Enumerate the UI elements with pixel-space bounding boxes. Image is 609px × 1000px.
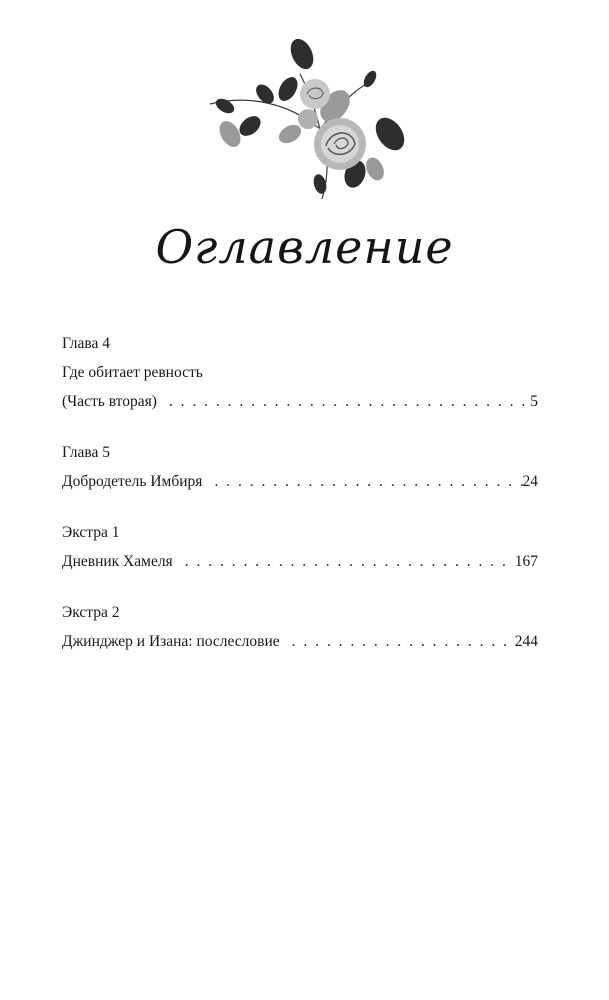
page-title: Оглавление	[155, 220, 454, 274]
toc-page-number: 244	[514, 633, 538, 650]
toc-entry-title-line: Где обитает ревность	[62, 364, 203, 381]
toc-entry	[62, 518, 538, 576]
toc-entry-title-row	[62, 467, 538, 496]
toc-entry	[62, 598, 538, 656]
dot-leader	[280, 627, 515, 656]
toc-entry-title: (Часть вторая)	[62, 393, 157, 410]
toc-page-number: 5	[530, 393, 538, 410]
dot-leader	[157, 387, 530, 416]
toc-entry-heading: Экстра 1	[62, 524, 120, 541]
toc-entry-title-row	[62, 387, 538, 416]
toc-entry	[62, 329, 538, 416]
toc-entry-title: Дневник Хамеля	[62, 553, 173, 570]
toc-entry-title: Добродетель Имбиря	[62, 473, 203, 490]
dot-leader	[202, 467, 522, 496]
toc-entry-heading: Экстра 2	[62, 604, 120, 621]
rose-bouquet-illustration	[190, 34, 430, 206]
toc-entry-title-row	[62, 547, 538, 576]
toc-entry-title-row	[62, 627, 538, 656]
toc-entry-heading: Глава 4	[62, 335, 111, 352]
toc-entry-heading: Глава 5	[62, 444, 111, 461]
toc-page-number: 24	[522, 473, 538, 490]
table-of-contents	[62, 329, 538, 678]
toc-entry-title: Джинджер и Изана: послесловие	[62, 633, 280, 650]
dot-leader	[173, 547, 515, 576]
toc-entry	[62, 438, 538, 496]
toc-page-number: 167	[514, 553, 538, 570]
